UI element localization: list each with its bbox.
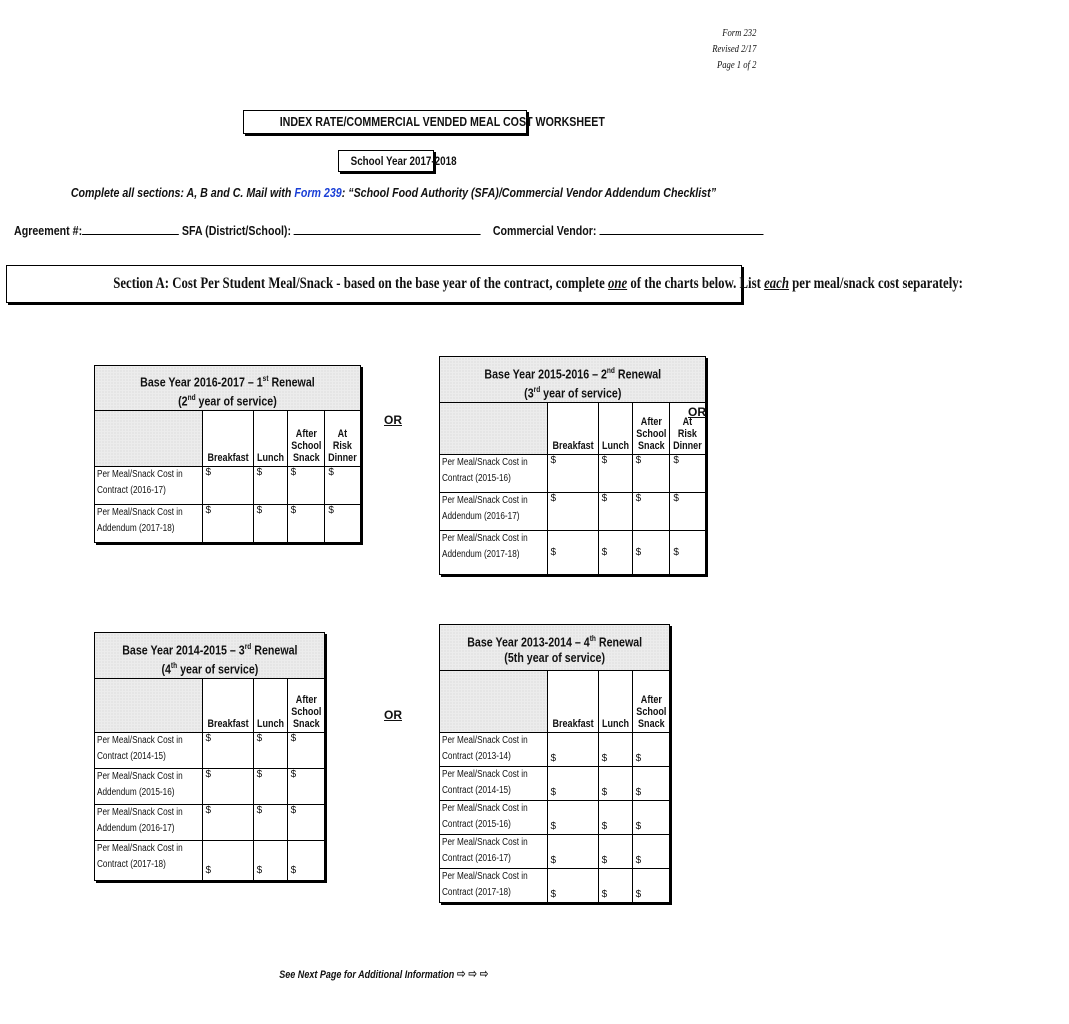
cost-input[interactable]: $ — [325, 504, 361, 542]
col-breakfast-label: Breakfast — [552, 718, 594, 730]
cost-input[interactable]: $ — [632, 801, 670, 835]
header-sup: th — [589, 634, 596, 643]
header-line1: Base Year 2013-2014 – 4 — [467, 634, 590, 650]
cost-input[interactable]: $ — [253, 733, 287, 769]
label: Per Meal/Snack Cost in — [442, 495, 528, 506]
right-arrow-icon: ⇨⇨⇨ — [456, 966, 491, 981]
table-header — [440, 357, 706, 403]
header-line2: (3 — [523, 385, 534, 401]
label: Addendum (2017-18) — [442, 549, 520, 560]
header-line1-end: Renewal — [595, 634, 643, 650]
label: Snack — [292, 451, 320, 464]
cost-input[interactable]: $ — [632, 767, 670, 801]
cost-input[interactable]: $ — [202, 466, 253, 504]
row-label — [440, 801, 548, 835]
row-label — [95, 504, 203, 542]
header-line1-end: Renewal — [251, 642, 298, 658]
blank-corner — [440, 671, 548, 733]
header-line2-end: year of service) — [176, 661, 259, 677]
col-lunch — [253, 410, 287, 466]
row-label — [95, 841, 203, 881]
blank-corner — [95, 679, 203, 733]
table-base-year-2013-2014 — [439, 624, 670, 903]
header-line2: (5th year of service) — [504, 650, 606, 666]
label: Per Meal/Snack Cost in — [97, 807, 183, 818]
table-row — [95, 733, 325, 769]
col-at-risk-dinner — [325, 410, 361, 466]
cost-input[interactable]: $ — [547, 531, 598, 575]
cost-input[interactable]: $ — [598, 531, 632, 575]
cost-input[interactable]: $ — [287, 805, 325, 841]
cost-input[interactable]: $ — [547, 733, 598, 767]
cost-input[interactable]: $ — [202, 504, 253, 542]
header-line2: (4 — [161, 661, 171, 677]
col-breakfast-label: Breakfast — [552, 440, 594, 452]
header-line2-end: year of service) — [539, 385, 622, 401]
table-row — [440, 493, 706, 531]
table-row — [440, 835, 670, 869]
agreement-line — [14, 222, 734, 242]
cost-input[interactable]: $ — [632, 835, 670, 869]
vendor-field[interactable] — [599, 222, 763, 235]
cost-input[interactable]: $ — [547, 455, 598, 493]
label: Per Meal/Snack Cost in — [442, 837, 528, 848]
cost-input[interactable]: $ — [632, 455, 670, 493]
header-sup2: rd — [533, 385, 540, 395]
table-row — [95, 466, 361, 504]
label: Dinner — [328, 451, 358, 464]
label: Per Meal/Snack Cost in — [97, 843, 183, 854]
cost-input[interactable]: $ — [202, 841, 253, 881]
header-line2: (2 — [178, 393, 188, 409]
label: Contract (2013-14) — [442, 751, 511, 762]
table-row — [95, 841, 325, 881]
vendor-label: Commercial Vendor: — [492, 223, 597, 238]
cost-input[interactable]: $ — [287, 466, 325, 504]
footer-text: See Next Page for Additional Information — [279, 969, 455, 981]
label: Addendum (2016-17) — [442, 511, 520, 522]
school-year — [338, 150, 457, 172]
cost-input[interactable]: $ — [547, 493, 598, 531]
label: After — [295, 694, 317, 706]
label: Per Meal/Snack Cost in — [97, 771, 183, 782]
col-lunch — [598, 671, 632, 733]
cost-input[interactable]: $ — [202, 805, 253, 841]
label: School — [635, 706, 667, 718]
table-row — [440, 455, 706, 493]
label: Addendum (2017-18) — [97, 522, 175, 534]
label: Per Meal/Snack Cost in — [97, 468, 183, 480]
cost-input[interactable]: $ — [670, 493, 706, 531]
header-line1: Base Year 2015-2016 – 2 — [484, 366, 607, 382]
agreement-label: Agreement #: — [14, 223, 83, 238]
row-label — [440, 531, 548, 575]
form-239-link[interactable]: Form 239 — [294, 185, 342, 200]
header-line1: Base Year 2014-2015 – 3 — [122, 642, 245, 658]
label: Contract (2014-15) — [97, 751, 166, 762]
form-number: Form 232 — [721, 28, 756, 39]
col-lunch-label: Lunch — [601, 440, 629, 452]
row-label — [440, 493, 548, 531]
sfa-field[interactable] — [294, 222, 481, 235]
table-row — [95, 805, 325, 841]
or-label: OR — [688, 405, 706, 419]
blank-corner — [440, 403, 548, 455]
header-line2-end: year of service) — [195, 393, 277, 409]
label: Snack — [637, 718, 665, 730]
row-label — [95, 466, 203, 504]
table-header — [95, 633, 325, 679]
col-breakfast — [202, 410, 253, 466]
label: Dinner — [673, 440, 703, 452]
cost-input[interactable]: $ — [598, 869, 632, 903]
col-lunch — [253, 679, 287, 733]
col-lunch-label: Lunch — [256, 451, 284, 464]
cost-input[interactable]: $ — [253, 805, 287, 841]
label: School — [290, 706, 322, 718]
section-a-suffix: per meal/snack cost separately: — [788, 275, 963, 292]
col-lunch — [598, 403, 632, 455]
or-label: OR — [384, 708, 402, 722]
header-sup: nd — [606, 366, 615, 375]
header-line1-end: Renewal — [268, 374, 315, 390]
cost-input[interactable]: $ — [202, 733, 253, 769]
cost-input[interactable]: $ — [598, 493, 632, 531]
col-breakfast-label: Breakfast — [207, 451, 249, 464]
label: Per Meal/Snack Cost in — [442, 769, 528, 780]
cost-input[interactable]: $ — [632, 733, 670, 767]
cost-input[interactable]: $ — [598, 767, 632, 801]
label: Per Meal/Snack Cost in — [442, 803, 528, 814]
label: At — [337, 427, 348, 440]
section-a-emph-each: each — [764, 275, 789, 292]
section-a-emph-one: one — [607, 275, 628, 292]
cost-input[interactable]: $ — [253, 504, 287, 542]
col-breakfast-label: Breakfast — [207, 718, 249, 730]
table-header — [95, 366, 361, 411]
row-label — [440, 869, 548, 903]
label: Contract (2015-16) — [442, 819, 511, 830]
cost-input[interactable]: $ — [547, 869, 598, 903]
label: Addendum (2016-17) — [97, 823, 175, 834]
cost-input[interactable]: $ — [670, 531, 706, 575]
cost-input[interactable]: $ — [287, 504, 325, 542]
label: Risk — [678, 428, 698, 440]
col-after-school-snack — [632, 671, 670, 733]
cost-input[interactable]: $ — [598, 801, 632, 835]
label: After — [295, 427, 317, 440]
section-a-header — [6, 265, 963, 303]
page-title — [243, 110, 605, 134]
label: After — [640, 416, 662, 428]
label: Snack — [292, 718, 320, 730]
cost-input[interactable]: $ — [202, 769, 253, 805]
row-label — [440, 835, 548, 869]
school-year-text: School Year 2017-2018 — [350, 154, 457, 168]
cost-input[interactable]: $ — [253, 466, 287, 504]
row-label — [95, 733, 203, 769]
label: Per Meal/Snack Cost in — [442, 735, 528, 746]
row-label — [440, 455, 548, 493]
col-breakfast — [547, 671, 598, 733]
label: Risk — [333, 439, 353, 452]
label: At — [682, 416, 693, 428]
instruction-suffix: : “School Food Authority (SFA)/Commercial Vendor Addendum Checklist” — [341, 185, 717, 200]
table-row — [95, 769, 325, 805]
label: Contract (2017-18) — [97, 859, 166, 870]
section-a-middle: of the charts below. List — [627, 275, 765, 292]
or-label: OR — [384, 413, 402, 427]
revised-date: Revised 2/17 — [711, 44, 756, 55]
col-after-school-snack — [632, 403, 670, 455]
table-base-year-2015-2016 — [439, 356, 706, 575]
col-lunch-label: Lunch — [256, 718, 284, 730]
header-line1: Base Year 2016-2017 – 1 — [140, 374, 263, 390]
label: Per Meal/Snack Cost in — [442, 457, 528, 468]
table-row — [95, 504, 361, 542]
col-breakfast — [202, 679, 253, 733]
instructions — [0, 185, 770, 200]
cost-input[interactable]: $ — [547, 767, 598, 801]
cost-input[interactable]: $ — [547, 801, 598, 835]
cost-input[interactable]: $ — [632, 869, 670, 903]
blank-corner — [95, 410, 203, 466]
label: Contract (2016-17) — [97, 484, 166, 496]
row-label — [440, 733, 548, 767]
col-after-school-snack — [287, 679, 325, 733]
header-sup: st — [262, 374, 269, 383]
label: Snack — [637, 440, 665, 452]
cost-input[interactable]: $ — [547, 835, 598, 869]
label: Addendum (2015-16) — [97, 787, 175, 798]
cost-input[interactable]: $ — [598, 733, 632, 767]
cost-input[interactable]: $ — [325, 466, 361, 504]
page-title-text: INDEX RATE/COMMERCIAL VENDED MEAL COST WORKSHEET — [279, 114, 605, 129]
label: Contract (2017-18) — [442, 887, 511, 898]
table-row — [440, 869, 670, 903]
sfa-label: SFA (District/School): — [181, 223, 292, 238]
label: After — [640, 694, 662, 706]
form-meta — [712, 26, 756, 74]
col-lunch-label: Lunch — [601, 718, 629, 730]
cost-input[interactable]: $ — [598, 835, 632, 869]
cost-input[interactable]: $ — [287, 769, 325, 805]
label: Per Meal/Snack Cost in — [97, 735, 183, 746]
cost-input[interactable]: $ — [287, 733, 325, 769]
row-label — [440, 767, 548, 801]
table-row — [440, 801, 670, 835]
table-base-year-2016-2017 — [94, 365, 361, 543]
table-row — [440, 767, 670, 801]
col-breakfast — [547, 403, 598, 455]
table-row — [440, 531, 706, 575]
agreement-number-field[interactable] — [82, 222, 179, 235]
label: Contract (2014-15) — [442, 785, 511, 796]
header-sup2: th — [170, 661, 177, 671]
footer-note — [0, 966, 770, 982]
instruction-prefix: Complete all sections: A, B and C. Mail with — [70, 185, 295, 200]
label: School — [635, 428, 667, 440]
cost-input[interactable]: $ — [670, 455, 706, 493]
label: Per Meal/Snack Cost in — [442, 871, 528, 882]
cost-input[interactable]: $ — [253, 769, 287, 805]
table-header — [440, 625, 670, 671]
cost-input[interactable]: $ — [598, 455, 632, 493]
page-number: Page 1 of 2 — [716, 60, 756, 71]
table-row — [440, 733, 670, 767]
label: Contract (2016-17) — [442, 853, 511, 864]
row-label — [95, 769, 203, 805]
label: Contract (2015-16) — [442, 473, 511, 484]
label: Per Meal/Snack Cost in — [97, 506, 183, 518]
table-base-year-2014-2015 — [94, 632, 325, 881]
col-after-school-snack — [287, 410, 325, 466]
cost-input[interactable]: $ — [253, 841, 287, 881]
header-line1-end: Renewal — [614, 366, 661, 382]
label: School — [290, 439, 322, 452]
header-sup: rd — [244, 642, 252, 651]
cost-input[interactable]: $ — [632, 531, 670, 575]
cost-input[interactable]: $ — [287, 841, 325, 881]
cost-input[interactable]: $ — [632, 493, 670, 531]
section-a-prefix: Section A: Cost Per Student Meal/Snack - based on the base year of the contract, complete — [113, 275, 608, 292]
label: Per Meal/Snack Cost in — [442, 533, 528, 544]
row-label — [95, 805, 203, 841]
header-sup2: nd — [187, 393, 196, 403]
